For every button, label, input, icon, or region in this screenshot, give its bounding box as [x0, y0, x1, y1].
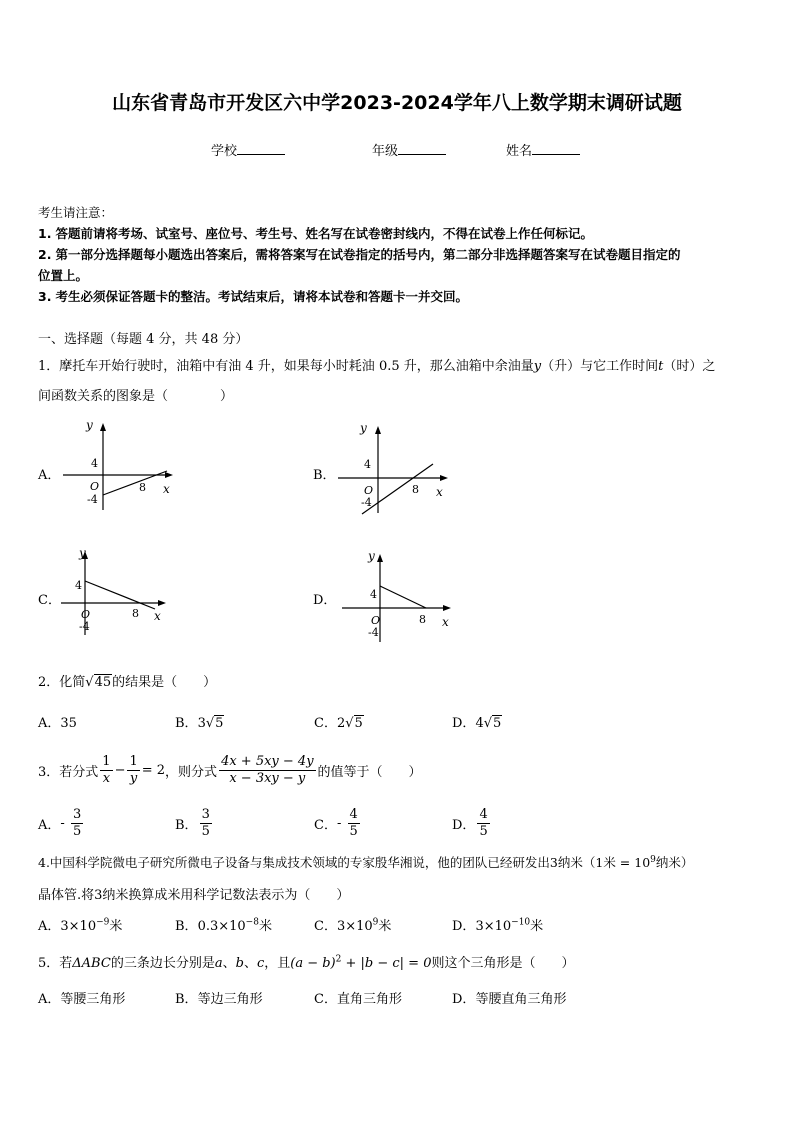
tick-label: 4: [364, 458, 371, 471]
q2-option-d: D．4√5: [452, 716, 502, 731]
axis-x-label: x: [442, 615, 449, 629]
q1-graph-b: [330, 418, 460, 518]
note-2: 2. 第一部分选择题每小题选出答案后，需将答案写在试卷指定的括号内，第二部分非选择题答案写在试卷题目指定的: [38, 247, 681, 262]
origin-label: O: [81, 608, 91, 621]
q4-text: 4.中国科学院微电子研究所微电子设备与集成技术领域的专家殷华湘说，他的团队已经研发出3纳米（1米 = $10^9$纳米）: [38, 854, 694, 870]
grade-field: [372, 140, 446, 159]
axis-x-label: x: [436, 485, 443, 499]
q3-option-c: C．- $\frac{4}{5}$: [314, 807, 358, 839]
q1-option-d-label: D．: [313, 593, 337, 608]
q1-graph-d: [330, 546, 460, 646]
q5-option-d: D．等腰直角三角形: [452, 992, 567, 1007]
tick-label: -4: [79, 620, 90, 633]
q4-option-b: B．$0.3\times 10^{-8}$米: [175, 917, 272, 934]
axis-y-label: y: [86, 418, 93, 432]
q5-option-c: C．直角三角形: [314, 992, 402, 1007]
q1-text: 1．摩托车开始行驶时，油箱中有油 4 升，如果每小时耗油 0.5 升，那么油箱中余油量y（升）与它工作时间t（时）之: [38, 359, 716, 374]
tick-label: -4: [87, 493, 98, 506]
axis-x-label: x: [154, 609, 161, 623]
q1-graph-a: [55, 415, 185, 515]
tick-label: 8: [412, 483, 419, 496]
q3-option-a: A．- $\frac{3}{5}$: [38, 807, 82, 839]
note-3: 3. 考生必须保证答题卡的整洁。考试结束后，请将本试卷和答题卡一并交回。: [38, 289, 468, 304]
origin-label: O: [371, 614, 381, 627]
tick-label: 8: [139, 481, 146, 494]
q1-option-c-label: C．: [38, 593, 61, 608]
grade-label: 年级: [372, 144, 399, 159]
q5-option-a: A．等腰三角形: [38, 992, 126, 1007]
name-label: 姓名: [506, 144, 533, 159]
q1-text-line2: 间函数关系的图象是（ ）: [38, 389, 234, 404]
q1-option-b-label: B．: [313, 468, 336, 483]
axis-y-label: y: [368, 549, 375, 563]
axis-y-label: y: [360, 421, 367, 435]
q2-option-c: C．2√5: [314, 716, 363, 731]
tick-label: 4: [75, 579, 82, 592]
school-label: 学校: [211, 144, 238, 159]
page-title: 山东省青岛市开发区六中学2023-2024学年八上数学期末调研试题: [112, 92, 682, 114]
note-1: 1. 答题前请将考场、试室号、座位号、考生号、姓名写在试卷密封线内，不得在试卷上作任何标记。: [38, 226, 593, 241]
q4-option-d: D．$3\times 10^{-10}$米: [452, 917, 544, 934]
q3-text: 3．若分式 $\frac{1}{x}$ − $\frac{1}{y}$ = 2，则分式 $\frac{4x + 5xy - 4y}{x - 3xy - y}$ 的值等于（ ）: [38, 754, 422, 786]
q4-option-a: A．$3\times 10^{-9}$米: [38, 917, 123, 934]
q2-option-b: B．3√5: [175, 716, 224, 731]
tick-label: 4: [91, 457, 98, 470]
tick-label: 4: [370, 588, 377, 601]
q3-option-b: B． $\frac{3}{5}$: [175, 807, 210, 839]
q2-option-a: A．35: [38, 716, 77, 731]
note-2-cont: 位置上。: [38, 268, 89, 283]
tick-label: 8: [132, 607, 139, 620]
axis-y-label: y: [79, 546, 86, 560]
q5-option-b: B．等边三角形: [175, 992, 263, 1007]
q5-text: 5．若ΔABC的三条边长分别是a、b、c，且$(a - b)^2 + |b - c| = 0$则这个三角形是（ ）: [38, 954, 575, 971]
q4-text-line2: 晶体管.将3纳米换算成米用科学记数法表示为（ ）: [38, 888, 350, 903]
school-field: [211, 140, 285, 159]
origin-label: O: [90, 480, 100, 493]
axis-x-label: x: [163, 482, 170, 496]
tick-label: 8: [419, 613, 426, 626]
q4-option-c: C．$3\times 10^9$米: [314, 917, 392, 934]
q1-graph-c: [55, 543, 185, 643]
section-heading: 一、选择题（每题 4 分，共 48 分）: [38, 332, 249, 347]
origin-label: O: [364, 484, 374, 497]
q3-option-d: D． $\frac{4}{5}$: [452, 807, 488, 839]
tick-label: -4: [368, 626, 379, 639]
tick-label: -4: [361, 496, 372, 509]
q1-option-a-label: A．: [38, 468, 61, 483]
notes-heading: 考生请注意：: [38, 205, 114, 220]
name-field: [506, 140, 580, 159]
q2-text: 2．化简√45的结果是（ ）: [38, 675, 217, 690]
